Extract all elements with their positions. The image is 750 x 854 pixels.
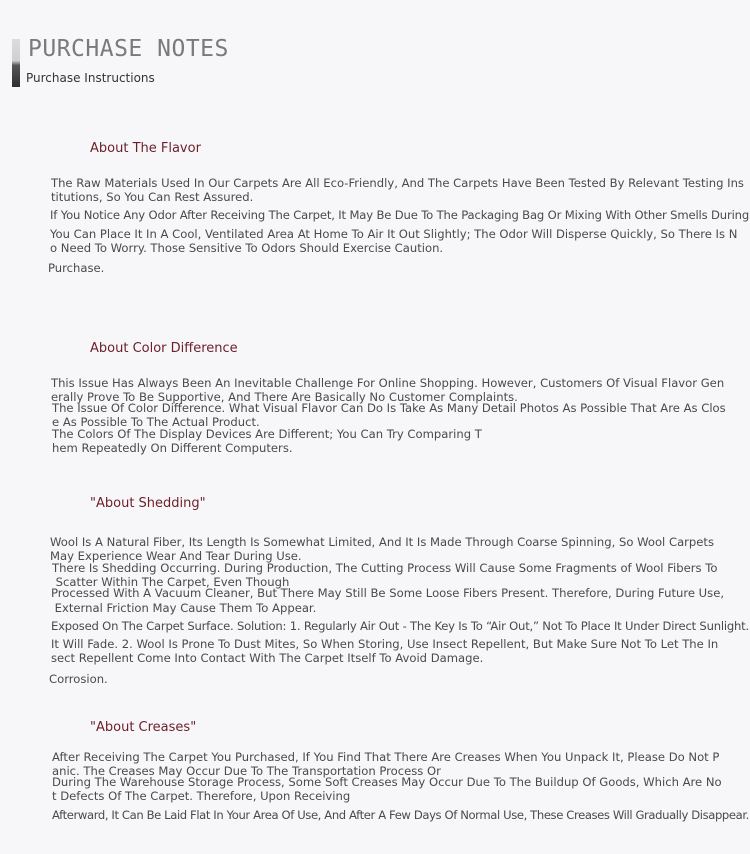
section-title-flavor: About The Flavor	[90, 141, 201, 156]
paragraph-line: Corrosion.	[49, 672, 108, 686]
page-title: PURCHASE NOTES	[28, 36, 229, 62]
paragraph-line: Scatter Within The Carpet, Even Though	[52, 575, 290, 589]
section-title-creases: "About Creases"	[90, 720, 197, 735]
section-title-shedding: "About Shedding"	[90, 496, 206, 511]
paragraph-line: Purchase.	[48, 261, 105, 275]
paragraph-line: External Friction May Cause Them To Appear.	[51, 601, 317, 615]
paragraph-line: The Issue Of Color Difference. What Visual Flavor Can Do Is Take As Many Detail Photos As Possible That Are As Clos	[52, 401, 726, 415]
paragraph-line: Afterward, It Can Be Laid Flat In Your Area Of Use, And After A Few Days Of Normal Use, These Creases Will Gradually Disappear.	[52, 808, 749, 822]
paragraph-line: There Is Shedding Occurring. During Production, The Cutting Process Will Cause Some Fragments of Wool Fibers To	[52, 561, 718, 575]
paragraph-line: titutions, So You Can Rest Assured.	[51, 190, 254, 204]
paragraph-line: Processed With A Vacuum Cleaner, But There May Still Be Some Loose Fibers Present. Therefore, During Future Use,	[51, 586, 725, 600]
paragraph-line: erally Prove To Be Supportive, And There Are Basically No Customer Complaints.	[51, 390, 518, 404]
paragraph-line: It Will Fade. 2. Wool Is Prone To Dust Mites, So When Storing, Use Insect Repellent, But Make Sure Not To Let The In	[51, 637, 719, 651]
paragraph-line: sect Repellent Come Into Contact With The Carpet Itself To Avoid Damage.	[51, 651, 484, 665]
page-subtitle: Purchase Instructions	[26, 71, 155, 85]
paragraph-line: May Experience Wear And Tear During Use.	[50, 549, 302, 563]
paragraph-line: Exposed On The Carpet Surface. Solution: 1. Regularly Air Out - The Key Is To “Air Out,” Not To Place It Under Direct Sunlight.	[51, 619, 749, 633]
paragraph-line: This Issue Has Always Been An Inevitable Challenge For Online Shopping. However, Customers Of Visual Flavor Gen	[51, 376, 725, 390]
paragraph-line: During The Warehouse Storage Process, Some Soft Creases May Occur Due To The Buildup Of Goods, Which Are No	[52, 775, 722, 789]
paragraph-line: anic. The Creases May Occur Due To The Transportation Process Or	[52, 764, 441, 778]
paragraph-line: Wool Is A Natural Fiber, Its Length Is Somewhat Limited, And It Is Made Through Coarse Spinning, So Wool Carpets	[50, 535, 715, 549]
paragraph-line: You Can Place It In A Cool, Ventilated Area At Home To Air It Out Slightly; The Odor Will Disperse Quickly, So There Is N	[50, 227, 738, 241]
section-title-color-difference: About Color Difference	[90, 341, 238, 356]
header-accent-bar	[12, 39, 20, 87]
paragraph-line: The Colors Of The Display Devices Are Different; You Can Try Comparing T	[52, 427, 482, 441]
paragraph-line: e As Possible To The Actual Product.	[52, 415, 260, 429]
paragraph-line: If You Notice Any Odor After Receiving The Carpet, It May Be Due To The Packaging Bag Or Mixing With Other Smells During	[50, 208, 750, 222]
paragraph-line: o Need To Worry. Those Sensitive To Odors Should Exercise Caution.	[50, 241, 444, 255]
paragraph-line: The Raw Materials Used In Our Carpets Are All Eco-Friendly, And The Carpets Have Been Tested By Relevant Testing Ins	[51, 176, 744, 190]
paragraph-line: hem Repeatedly On Different Computers.	[52, 441, 293, 455]
paragraph-line: After Receiving The Carpet You Purchased, If You Find That There Are Creases When You Unpack It, Please Do Not P	[52, 750, 720, 764]
paragraph-line: t Defects Of The Carpet. Therefore, Upon Receiving	[52, 789, 351, 803]
